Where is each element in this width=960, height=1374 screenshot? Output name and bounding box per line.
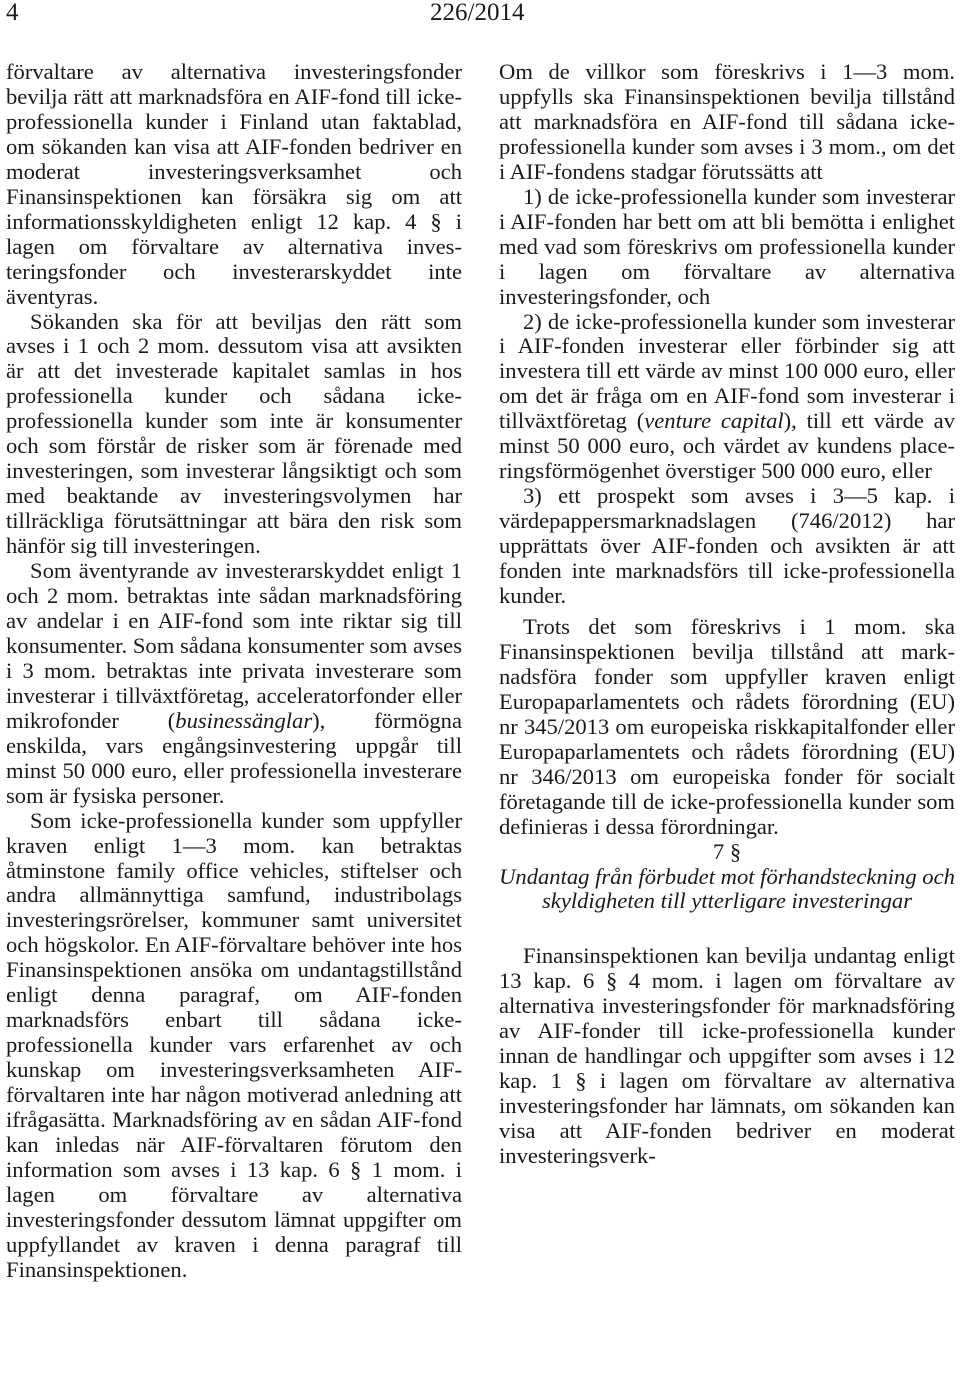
- right-column: [499, 60, 955, 1169]
- section-body: Finansinspektionen kan bevilja undantag enligt 13 kap. 6 § 4 mom. i lagen om förvaltare av alternativa investeringsfonder för marknadsföring av AIF-fonder till icke-professionella kunder innan de handlingar och uppgifter som avses i 12 kap. 1 § i lagen om förvaltare av alternativa investeringsfonder har lämnats, om sökanden kan visa att AIF-fonden bedriver en moderat investeringsverk-: [499, 943, 955, 1169]
- section-number: 7 §: [712, 838, 742, 864]
- condition-item-2: 2) de icke-professionella kunder som investerar i AIF-fonden investerar eller förbinder sig att investera till ett värde av minst 100 000 euro, eller om det är fråga om en AIF-fond som investerar i tillväxtföretag (venture capital), till ett värde av minst 50 000 euro, och värdet av kundens placeringsförmögenhet överstiger 500 000 euro, eller: [499, 308, 955, 484]
- paragraph-conditions: Om de villkor som föreskrivs i 1—3 mom. uppfylls ska Finansinspektionen bevilja tillstånd att marknadsföra en AIF-fond till sådana icke-professionella kunder som avses i 3 mom., om det i AIF-fondens stadgar förutssätts att: [499, 59, 955, 184]
- section-title: Undantag från förbudet mot förhandsteckning och skyldigheten till ytterligare investeringar: [499, 863, 955, 914]
- paragraph-left-1: förvaltare av alternativa investeringsfonder bevilja rätt att marknadsföra en AIF-fond till icke-professionella kunder i Finland utan faktablad, om sökanden kan visa att AIF-fonden bedriver en moderat investeringsverksamhet och Finansinspektionen kan försäkra sig om att informationsskyldigheten enligt 12 kap. 4 § i lagen om förvaltare av alternativa investeringsfonder och investerarskyddet inte äventyras.: [6, 59, 462, 309]
- condition-list: [499, 185, 955, 609]
- document-number: 226/2014: [430, 0, 525, 26]
- paragraph-exception: Trots det som föreskrivs i 1 mom. ska Finansinspektionen bevilja tillstånd att marknadsföra fonder som uppfyller kraven enligt Europaparlamentets och rådets förordning (EU) nr 345/2013 om europeiska riskkapitalfonder eller Europaparlamentets och rådets förordning (EU) nr 346/2013 om europeiska fonder för socialt företagande till de icke-professionella kunder som definieras i dessa förordningar.: [499, 613, 955, 839]
- paragraph-left-4: Som icke-professionella kunder som uppfyller kraven enligt 1—3 mom. kan betraktas åtminstone family office vehicles, stiftelser och andra allmännyttiga samfund, industribolags investeringsrörelser, kommuner samt universitet och högskolor. En AIF-förvaltare behöver inte hos Finansinspektionen ansöka om undantagstillstånd enligt denna paragraf, om AIF-fonden marknadsförs enbart till sådana icke-professionella kunder vars erfarenhet av och kunskap om investeringsverksamheten AIF-förvaltaren inte har någon motiverad anledning att ifrågasätta. Marknadsföring av en sådan AIF-fond kan inledas när AIF-förvaltaren förutom den information som avses i 13 kap. 6 § 1 mom. i lagen om förvaltare av alternativa investeringsfonder dessutom lämnat uppgifter om uppfyllandet av kraven i denna paragraf till Finansinspektionen.: [6, 807, 462, 1282]
- paragraph-left-3: Som äventyrande av investerarskyddet enligt 1 och 2 mom. betraktas inte sådan marknadsföring av andelar i en AIF-fond som inte riktar sig till konsumenter. Som sådana konsumenter som avses i 3 mom. betraktas inte privata investerare som investerar i tillväxtföretag, acceleratorfonder eller mikrofonder (businessänglar), förmögna enskilda, vars engångsinvestering uppgår till minst 50 000 euro, eller professionella investerare som är fysiska personer.: [6, 558, 462, 808]
- condition-item-3: 3) ett prospekt som avses i 3—5 kap. i värdepappersmarknadslagen (746/2012) har upprättats över AIF-fonden och avsikten är att fonden inte marknadsförs till icke-professionella kunder.: [499, 483, 955, 609]
- condition-item-1: 1) de icke-professionella kunder som investerar i AIF-fonden har bett om att bli bemötta i enlighet med vad som föreskrivs om professionella kunder i lagen om förvaltare av alternativa investeringsfonder, och: [499, 183, 955, 309]
- left-column: [6, 60, 462, 1283]
- page-number: 4: [6, 0, 19, 26]
- paragraph-left-2: Sökanden ska för att beviljas den rätt som avses i 1 och 2 mom. dessutom visa att avsikten är att det investerade kapitalet samlas in hos professionella kunder och sådana icke-professionella kunder som inte är konsumenter och som förstår de risker som är förenade med investeringen, som investerar långsiktigt och som med beaktande av investeringsvolymen har tillräckliga förutsättningar att bära den risk som hänför sig till investeringen.: [6, 308, 462, 559]
